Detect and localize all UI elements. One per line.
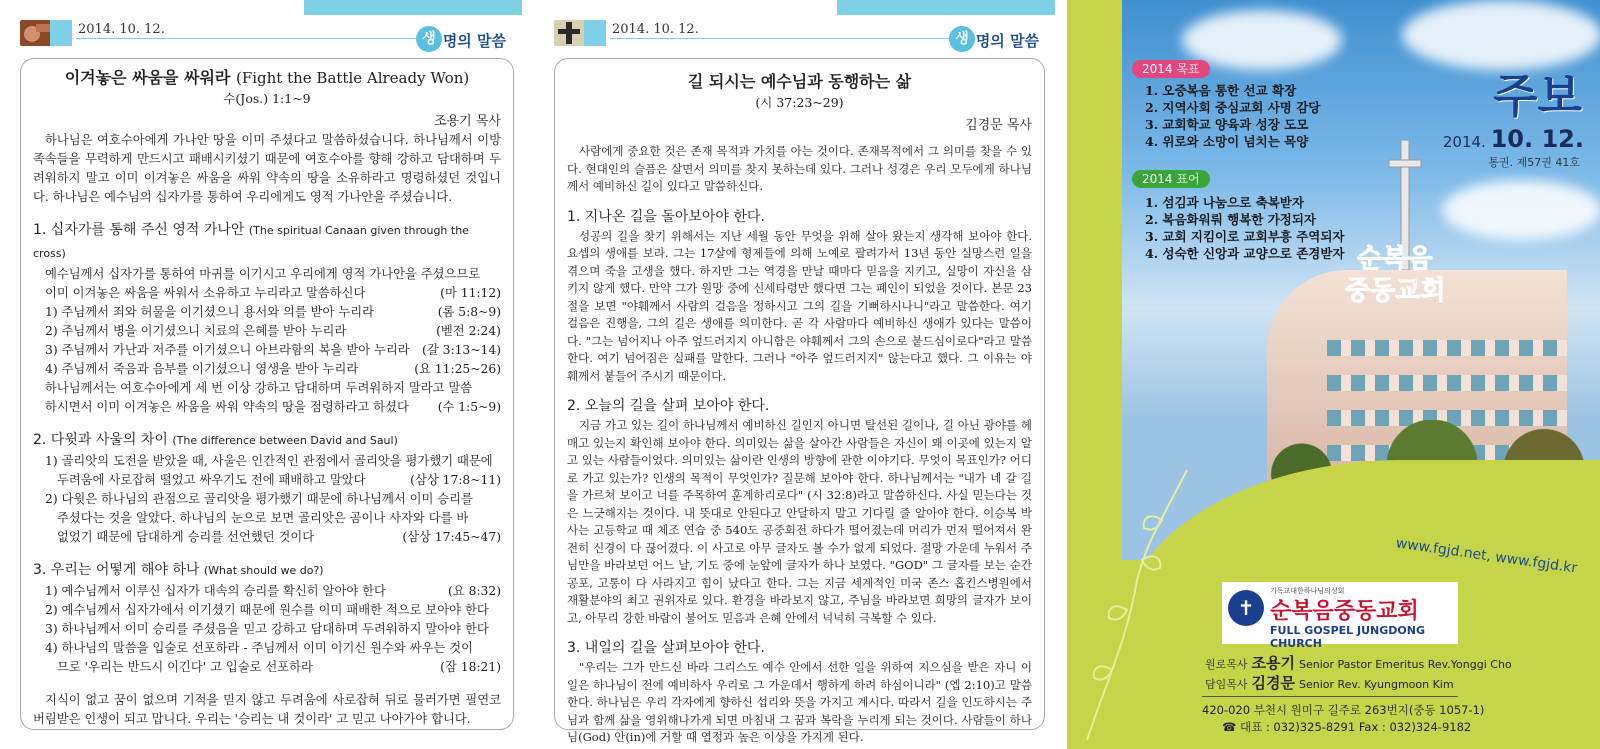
list-item: 4) 주님께서 죽음과 음부를 이기셨으니 영생을 받아 누리라 (요 11:25~26) [45,362,501,376]
building-sign-bottom: 중동교회 [1345,276,1446,306]
header-rule [610,38,961,39]
list-item: 1. 섬김과 나눔으로 축복받자 [1145,195,1304,210]
section-badge: 생 [416,26,442,52]
header-tab [584,20,606,46]
list-item: 두려움에 사로잡혀 떨었고 싸우기도 전에 패배하고 말았다 (삼상 17:8~11) [57,473,501,487]
date: 2014. 10. 12. [78,22,165,37]
section-body: 성공의 길을 찾기 위해서는 지난 세월 동안 무엇을 위해 살아 왔는지 생각해 보아야 한다. 요셉의 생애를 보라. 그는 17살에 형제들에 의해 노예로 팔려가서 13년 동안 실망스런 일을 겪으며 죽을 고생을 했다. 하지만 그는 역경을 만날 때마다 믿음을 지키고, 실망이 자신을 삼키지 않게 했다. 만약 그가 원망 중에 신세타령만 했다면 그는 폐인이 되었을 것이다. 본문 23절을 보면 "야훼께서 사람의 걸음을 정하시고 그의 길을 기뻐하시나니"라고 말씀한다. 여기 걸음은 진행을, 그의 길은 생애를 의미한다. 곧 각 사람마다 예비하신 생애가 있다는 말씀이다. "그는 넘어지나 아주 엎드러지지 아니함은 야훼께서 그의 손으로 붙드심이로다"라고 말씀한다. 여기 넘어짐은 실패를 말한다. 그러나 "아주 엎드러지지" 않는다고 했다. 그 이유는 야훼께서 붙들어 주시기 때문이다. [567,228,1032,383]
goal-label: 2014 목표 [1132,60,1210,78]
list-item: 1) 주님께서 죄와 허물을 이기셨으니 용서와 의를 받아 누리라 (롬 5:8~9) [45,305,501,319]
list-item: 2) 주님께서 병을 이기셨으니 치료의 은혜를 받아 누리라 (벧전 2:24) [45,324,501,338]
logo-subtitle: 기독교대한하나님의성회 [1270,587,1345,595]
header-accent-bar [304,0,522,15]
list-item: 2) 예수님께서 십자가에서 이기셨기 때문에 원수를 이미 패배한 적으로 보아야 한다 [45,603,489,617]
list-item: 2) 다윗은 하나님의 관점으로 골리앗을 평가했기 때문에 하나님께서 이미 승리를 [45,492,473,506]
sermon-title: 이겨놓은 싸움을 싸워라 (Fight the Battle Already Won) [64,68,470,87]
list-item: 1. 오중복음 통한 선교 확장 [1145,83,1297,98]
list-item: 하시면서 이미 이겨놓은 싸움을 싸워 약속의 땅을 점령하라고 하셨다 (수 1:5~9) [45,400,501,414]
list-item: 없었기 때문에 담대하게 승리를 선언했던 것이다 (삼상 17:45~47) [57,530,501,544]
motto-list [1145,194,1345,262]
outro-paragraph: 지식이 없고 꿈이 없으며 기적을 믿지 않고 두려움에 사로잡혀 뒤로 물러가면 필연코 버림받은 인생이 되고 맙니다. 우리는 '승리는 내 것이라' 고 믿고 나아가야 합니다. [33,693,501,726]
logo-name: 순복음중동교회 [1270,599,1419,624]
sermon-title: 길 되시는 예수님과 동행하는 삶 [687,72,912,91]
phone-fax: ☎ 대표 : 032)325-8291 Fax : 032)324-9182 [1222,720,1472,734]
address: 420-020 부천시 원미구 길주로 263번지(중동 1057-1) [1202,703,1485,717]
sermon-box [20,58,514,730]
intro-paragraph: 사람에게 중요한 것은 존재 목적과 가치를 아는 것이다. 존재목적에서 그 의미를 찾을 수 있다. 현대인의 슬픔은 살면서 의미를 찾지 못하는데 있다. 그러나 성경은 우리 모두에게 하나님께서 예비하신 길이 있다고 말씀하신다. [567,144,1032,193]
church-logo [1222,582,1458,650]
section-heading: 1. 지나온 길을 돌아보아야 한다. [567,208,765,225]
website-link[interactable]: www.fgjd.net, www.fgjd.kr [1394,535,1579,577]
section-body: "우리는 그가 만드신 바라 그리스도 예수 안에서 선한 일을 위하여 지으심을 받은 자니 이 일은 하나님이 전에 예비하사 우리로 그 가운데서 행하게 하려 하심이니라" (엡 2:10)고 말씀한다. 하나님은 우리 각자에게 향하신 섭리와 뜻을 가지고 계시다. 따라서 길을 인도하시는 주님과 함께 삶을 영위해나가게 되면 마침내 그 꿈과 복락을 누리게 되는 것이다. 사람들이 하나님(God) 안(in)에 거할 때 열정과 높은 이상을 가지게 된다. [567,660,1032,744]
header-accent-bar [837,0,1055,15]
page-header [534,0,1067,56]
senior-pastor: 담임목사 김경문 Senior Rev. Kyungmoon Kim [1205,674,1454,692]
pastor-emeritus: 원로목사 조용기 Senior Pastor Emeritus Rev.Yonggi Cho [1205,654,1512,672]
list-item: 2. 지역사회 중심교회 사명 감당 [1145,100,1321,115]
section-heading: 3. 내일의 길을 살펴보아야 한다. [567,640,765,656]
list-item: 3. 교회학교 양육과 성장 도모 [1145,117,1309,132]
list-item: 주셨다는 것을 알았다. 하나님의 눈으로 보면 골리앗은 곰이나 사자와 다를 바 [57,511,469,525]
volume-number: 통권. 제57권 41호 [1488,156,1580,169]
section-heading: 1. 십자가를 통해 주신 영적 가나안 (The spiritual Canaan given through the cross) [33,222,469,260]
section-heading: 2. 오늘의 길을 살펴 보아야 한다. [567,398,770,414]
header-rule [76,38,428,39]
scripture-ref: 수(Jos.) 1:1~9 [223,91,311,106]
goal-list [1145,82,1320,150]
date: 2014. 10. 12. [612,22,699,37]
cross-icon [554,20,586,46]
section-body: 지금 가고 있는 길이 하나님께서 예비하신 길인지 아니면 탈선된 길이나, 길 아닌 광야를 헤매고 있는지 확인해 보아야 한다. 의미있는 삶을 살아간 사람들은 자신이 왜 이곳에 있는지 알고 있는 사람들이었다. 의미있는 삶이란 인생의 방향에 관한 이야기다. 무엇이 목표인가? 어디로 가고 있는가? 인생의 목적이 무엇인가? 질문해 보아야 한다. 하나님께서는 "내가 네 갈 길을 가르쳐 보이고 너를 주목하여 훈계하리로다" (시 32:8)라고 말씀하신다. 사실 믿는다는 것은 느긋해지는 것이다. 내 뜻대로 안된다고 안달하지 말고 기다릴 줄 알아야 한다. 이승복 박사는 고등학교 때 체조 연습 중 540도 공중회전 하다가 떨어졌는데 머리가 먼저 떨어져서 완전히 신경이 다 끊어졌다. 이 사고로 아무 글자도 볼 수가 없게 되었다. 절망 가운데 누워서 주님만을 바라보던 어느 날, 기도 중에 눈앞에 글자가 하나 보였다. "GOD" 그 글자를 보는 순간 공포, 고통이 다 사라지고 힘이 났다고 한다. 그는 지금 세계적인 미국 존스 홉킨스병원에서 재활분야의 최고 권위자로 있다. 환경을 바라보지 않고, 주님을 바라보면 희망의 글자가 보이고, 아무리 강한 바람이 불어도 믿음과 은혜 안에서 넉넉히 극복할 수 있다. [567,418,1032,625]
logo-english: FULL GOSPEL JUNGDONG CHURCH [1270,624,1425,650]
section-title: 명의 말씀 [975,32,1039,50]
header-tab [50,20,72,46]
section-title: 명의 말씀 [442,32,506,50]
list-item: 4. 성숙한 신앙과 교양으로 존경받자 [1145,246,1345,261]
list-item: 1) 예수님께서 이루신 십자가 대속의 승리를 확신히 알아야 한다 (요 8:32) [45,584,501,598]
list-item: 1) 골리앗의 도전을 받았을 때, 사울은 인간적인 관점에서 골리앗을 평가했기 때문에 [45,454,493,468]
list-item: 예수님께서 십자가를 통하여 마귀를 이기시고 우리에게 영적 가나안을 주셨으므로 [45,267,481,281]
author: 김경문 목사 [965,118,1032,133]
scripture-ref: (시 37:23~29) [755,95,844,110]
cover-page [1067,0,1600,749]
page-middle [534,0,1067,749]
section-badge: 생 [949,26,975,52]
motto-label: 2014 표어 [1132,170,1210,188]
list-item: 4. 위로와 소망이 넘치는 목양 [1145,134,1309,149]
page-header [0,0,534,56]
section-heading: 2. 다윗과 사울의 차이 (The difference between David and Saul) [33,432,398,448]
bulletin-title: 주보 [1493,69,1582,123]
list-item: 하나님께서는 여호수아에게 세 번 이상 강하고 담대하며 두려워하지 말라고 말씀 [45,381,473,395]
list-item: 3. 교회 지킴이로 교회부흥 주역되자 [1145,229,1345,244]
cover-date: 2014. 10. 12. [1442,125,1584,153]
list-item: 이미 이겨놓은 싸움을 싸워서 소유하고 누리라고 말씀하신다 (마 11:12) [45,286,501,300]
page-left [0,0,534,749]
list-item: 4) 하나님의 말씀을 입술로 선포하라 - 주님께서 이미 이기신 원수와 싸우는 것이 [45,641,474,655]
sermon-box [554,58,1045,744]
hands-photo-icon [20,20,52,46]
list-item: 3) 주님께서 가난과 저주를 이기셨으니 아브라함의 복을 받아 누리라 (갈 3:13~14) [45,343,501,357]
cross-icon: ✝ [1228,590,1264,626]
list-item: 므로 '우리는 반드시 이긴다' 고 입술로 선포하라 (잠 18:21) [57,660,501,674]
divider [1202,696,1458,697]
leaf-pattern [1067,460,1207,749]
section-heading: 3. 우리는 어떻게 해야 하나 (What should we do?) [33,562,324,578]
building-sign-top: 순복음 [1357,244,1433,274]
list-item: 3) 하나님께서 이미 승리를 주셨음을 믿고 강하고 담대하며 두려워하지 말아야 한다 [45,622,489,636]
author: 조용기 목사 [434,114,501,129]
intro-paragraph: 하나님은 여호수아에게 가나안 땅을 이미 주셨다고 말씀하셨습니다. 하나님께서 이방 족속들을 무력하게 만드시고 패배시키셨기 때문에 여호수아를 향해 강하고 담대하며 두려워하지 말고 이미 이겨놓은 싸움을 싸워 약속의 땅을 소유하라고 명령하셨던 것입니다. 하나님은 예수님의 십자가를 통하여 우리에게도 영적 가나안을 주셨습니다. [33,133,501,204]
list-item: 2. 복음화워뤄 행복한 가정되자 [1145,212,1317,227]
